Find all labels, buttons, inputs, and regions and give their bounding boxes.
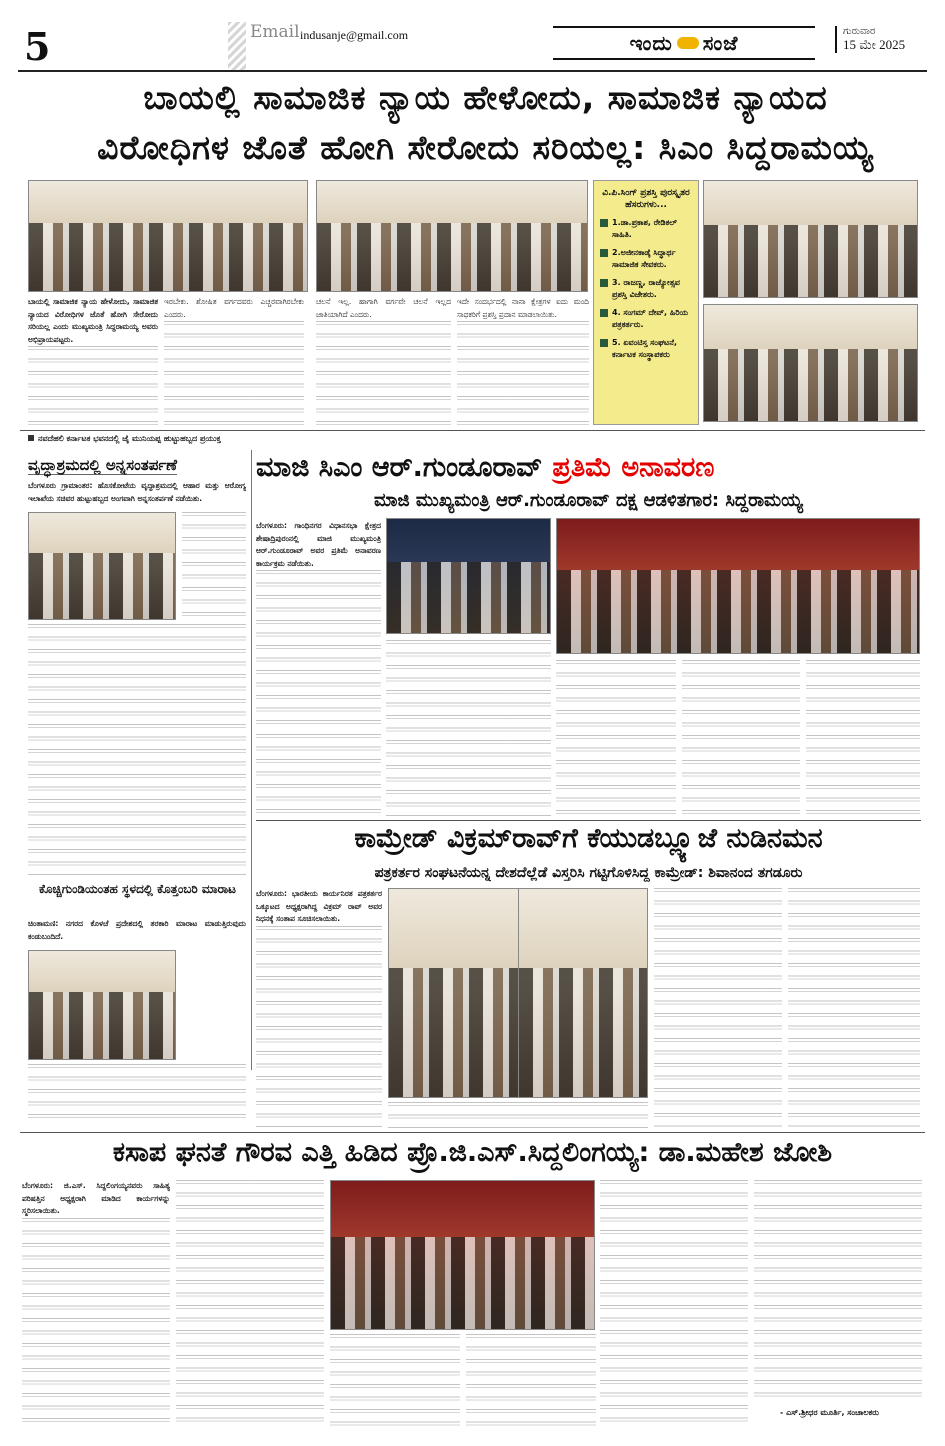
vikram-col-3	[788, 888, 920, 1128]
left-photo-1	[28, 512, 176, 620]
left-photo-2	[28, 950, 176, 1060]
left-side-text	[182, 512, 246, 620]
kasapa-photo	[330, 1180, 595, 1330]
logo-right-text: ಸಂಜೆ	[702, 31, 739, 55]
gundurao-col-2	[386, 640, 551, 816]
newspaper-logo	[553, 26, 815, 60]
email-strip-decoration	[228, 22, 246, 70]
issue-day: ಗುರುವಾರ	[843, 26, 876, 37]
kasapa-col-5	[600, 1180, 748, 1430]
gundurao-subhead: ಮಾಜಿ ಮುಖ್ಯಮಂತ್ರಿ ಆರ್.ಗುಂಡೂರಾವ್ ದಕ್ಷ ಆಡಳಿತಗಾರ: ಸಿದ್ದರಾಮಯ್ಯ	[374, 490, 803, 511]
lead-headline-line1: ಬಾಯಲ್ಲಿ ಸಾಮಾಜಿಕ ನ್ಯಾಯ ಹೇಳೋದು, ಸಾಮಾಜಿಕ ನ್ಯಾಯದ	[143, 78, 828, 117]
masthead	[18, 22, 927, 72]
award-item: 1.ಡಾ.ಪ್ರಕಾಶ, ರೇಡಿಕಲ್ ಸಾಹಿತಿ.	[600, 217, 692, 241]
lead-photo-2	[316, 180, 588, 292]
lead-headline-line2: ವಿರೋಧಿಗಳ ಜೊತೆ ಹೋಗಿ ಸೇರೋದು ಸರಿಯಲ್ಲ: ಸಿಎಂ ಸಿದ್ದರಾಮಯ್ಯ	[97, 128, 874, 167]
page-number: 5	[24, 24, 51, 69]
gundurao-col-5	[806, 660, 920, 816]
left-lead: ಬೆಂಗಳೂರು ಗ್ರಾಮಾಂತರ: ಹೊಸಕೋಟೆಯ ವೃದ್ಧಾಶ್ರಮದಲ್ಲಿ ಆಹಾರ ಮತ್ತು ಆರೋಗ್ಯ ಇಲಾಖೆಯ ಸಚಿವರ ಹುಟ್ಟುಹಬ್ಬದ ಅಂಗವಾಗಿ ಅನ್ನಸಂತರ್ಪಣೆ ನಡೆಯಿತು.	[28, 481, 246, 503]
vikram-col-1: ಬೆಂಗಳೂರು: ಭಾರತೀಯ ಕಾರ್ಯನಿರತ ಪತ್ರಕರ್ತರ ಒಕ್ಕೂಟದ ಅಧ್ಯಕ್ಷರಾಗಿದ್ದ ವಿಕ್ರಮ್ ರಾವ್ ಅವರ ನಿಧನಕ್ಕೆ ಸಂತಾಪ ಸೂಚಿಸಲಾಯಿತು.	[256, 888, 382, 1128]
award-item: 2.ಅಜೀನಕಾಡ್ಕೆ ಸಿದ್ಧಾರ್ಥ ಸಾಮಾಜಿಕ ಸೇವಕರು.	[600, 247, 692, 271]
award-sidebox-title: ವಿ.ಪಿ.ಸಿಂಗ್ ಪ್ರಶಸ್ತಿ ಪುರಸ್ಕೃತರ ಹೆಸರುಗಳು...	[602, 188, 690, 210]
award-sidebox	[593, 180, 699, 425]
left-headline-2: ಕೊಚ್ಚಿಗುಂಡಿಯಂತಹ ಸ್ಥಳದಲ್ಲಿ ಕೊತ್ತಂಬರಿ ಮಾರಾಟ	[38, 882, 237, 896]
kasapa-col-3	[330, 1334, 460, 1430]
email-address: indusanje@gmail.com	[300, 28, 409, 42]
award-item: 5. ಏವಂಟಿಸ್ತ ಸಂಘಟನೆ, ಕರ್ನಾಟಕ ಸಂಸ್ಥಾಪಕರು	[600, 337, 692, 361]
vikram-col-under-photo	[388, 1102, 648, 1128]
divider	[20, 430, 925, 431]
logo-left-text: ಇಂದು	[629, 31, 673, 55]
lead-col-2: ಇರಬೇಕು. ಶೋಷಿತ ವರ್ಗದವರು ಎಚ್ಚರವಾಗಿರಬೇಕು ಎಂದರು.	[164, 296, 304, 426]
divider	[20, 1132, 925, 1133]
lead-photo-1	[28, 180, 308, 292]
gundurao-col-4	[682, 660, 800, 816]
gundurao-banner-black: ಮಾಜಿ ಸಿಎಂ ಆರ್.ಗುಂಡೂರಾವ್	[256, 452, 543, 483]
gundurao-photo-stage	[556, 518, 920, 654]
left-body	[28, 624, 246, 876]
lead-photo-4	[703, 304, 918, 422]
gundurao-col-1b	[256, 734, 381, 816]
gundurao-photo-statue	[386, 518, 551, 634]
divider	[256, 820, 921, 821]
kasapa-signoff: - ಎಸ್.ಶ್ರೀಧರ ಮೂರ್ತಿ, ಸಂಚಾಲಕರು	[780, 1408, 879, 1417]
vikram-photo-2	[518, 888, 648, 1098]
email-label: Email	[250, 22, 300, 42]
gundurao-banner-red: ಪ್ರತಿಮೆ ಅನಾವರಣ	[552, 452, 715, 483]
vikram-headline: ಕಾಮ್ರೇಡ್ ವಿಕ್ರಮ್‌ರಾವ್‌ಗೆ ಕೆಯುಡಬ್ಲ್ಯೂಜೆ ನುಡಿನಮನ	[354, 823, 823, 854]
kasapa-col-4	[466, 1334, 596, 1430]
issue-date: 15 ಮೇ 2025	[843, 37, 906, 52]
kasapa-headline: ಕಸಾಪ ಘನತೆ ಗೌರವ ಎತ್ತಿ ಹಿಡಿದ ಪ್ರೊ.ಜಿ.ಎಸ್.ಸಿದ್ದಲಿಂಗಯ್ಯ: ಡಾ.ಮಹೇಶ ಜೋಶಿ	[112, 1137, 833, 1168]
kasapa-col-6	[754, 1180, 922, 1402]
gundurao-banner	[256, 448, 921, 488]
left-lead-2: ಚಿಂತಾಮಣಿ: ನಗರದ ಕೊಳಚೆ ಪ್ರದೇಶದಲ್ಲಿ ತರಕಾರಿ ಮಾರಾಟ ಮಾಡುತ್ತಿರುವುದು ಕಂಡುಬಂದಿದೆ.	[28, 919, 246, 941]
left-caption: ನವದೆಹಲಿ ಕರ್ನಾಟಕ ಭವನದಲ್ಲಿ ಜೈ ಮುನಿಯಪ್ಪ ಹುಟ್ಟುಹಬ್ಬದ ಪ್ರಯುಕ್ತ	[28, 434, 221, 444]
left-headline: ವೃದ್ಧಾಶ್ರಮದಲ್ಲಿ ಅನ್ನಸಂತರ್ಪಣೆ	[28, 456, 178, 474]
kasapa-col-1: ಬೆಂಗಳೂರು: ಜಿ.ಎಸ್. ಸಿದ್ದಲಿಂಗಯ್ಯನವರು ಸಾಹಿತ್ಯ ಪರಿಷತ್ತಿನ ಅಧ್ಯಕ್ಷರಾಗಿ ಮಾಡಿದ ಕಾರ್ಯಗಳನ್ನು ಸ್ಮರಿಸಲಾಯಿತು.	[22, 1180, 170, 1430]
lead-col-4: ಇದೇ ಸಂದರ್ಭದಲ್ಲಿ ನಾನಾ ಕ್ಷೇತ್ರಗಳ ಐದು ಮಂದಿ ಸಾಧಕರಿಗೆ ಪ್ರಶಸ್ತಿ ಪ್ರದಾನ ಮಾಡಲಾಯಿತು.	[457, 296, 589, 426]
lead-photo-3	[703, 180, 918, 298]
gundurao-col-1: ಬೆಂಗಳೂರು: ಗಾಂಧಿನಗರ ವಿಧಾನಸಭಾ ಕ್ಷೇತ್ರದ ಶೇಷಾದ್ರಿಪುರಂನಲ್ಲಿ ಮಾಜಿ ಮುಖ್ಯಮಂತ್ರಿ ಆರ್.ಗುಂಡೂರಾವ್ ಅವರ ಪ್ರತಿಮೆ ಅನಾವರಣ ಕಾರ್ಯಕ್ರಮ ನಡೆಯಿತು.	[256, 520, 381, 730]
award-item: 4. ಸಂಗಮ್ ದೇವ್, ಹಿರಿಯ ಪತ್ರಕರ್ತರು.	[600, 307, 692, 331]
date-box	[835, 26, 923, 53]
lead-col-3: ಚಲನೆ ಇಲ್ಲ. ಹಾಗಾಗಿ ವರ್ಗವೇ ಚಲನೆ ಇಲ್ಲದ ಜಾತಿಯಾಗಿದೆ ಎಂದರು.	[316, 296, 451, 426]
vikram-col-2	[654, 888, 782, 1128]
logo-sun-icon	[677, 37, 699, 49]
email-block	[228, 22, 558, 70]
left-body-2	[28, 1064, 246, 1124]
gundurao-col-3	[556, 660, 676, 816]
vikram-subhead: ಪತ್ರಕರ್ತರ ಸಂಘಟನೆಯನ್ನ ದೇಶದೆಲ್ಲೆಡೆ ವಿಸ್ತರಿಸಿ ಗಟ್ಟಿಗೊಳಿಸಿದ್ದ ಕಾಮ್ರೇಡ್: ಶಿವಾನಂದ ತಗಡೂರು	[374, 865, 803, 881]
lead-col-1: ಬಾಯಲ್ಲಿ ಸಾಮಾಜಿಕ ನ್ಯಾಯ ಹೇಳೋದು, ಸಾಮಾಜಿಕ ನ್ಯಾಯದ ವಿರೋಧಿಗಳ ಜೊತೆ ಹೋಗಿ ಸೇರೋದು ಸರಿಯಲ್ಲ ಎಂದು ಮುಖ್ಯಮಂತ್ರಿ ಸಿದ್ದರಾಮಯ್ಯ ಅವರು ಅಭಿಪ್ರಾಯಪಟ್ಟರು.	[28, 296, 158, 426]
kasapa-col-2	[176, 1180, 324, 1430]
column-rule	[251, 450, 252, 1070]
award-item: 3. ರಾಜಣ್ಣ, ರಾಜ್ಯೋತ್ಸವ ಪ್ರಶಸ್ತಿ ವಿಜೇತರು.	[600, 277, 692, 301]
